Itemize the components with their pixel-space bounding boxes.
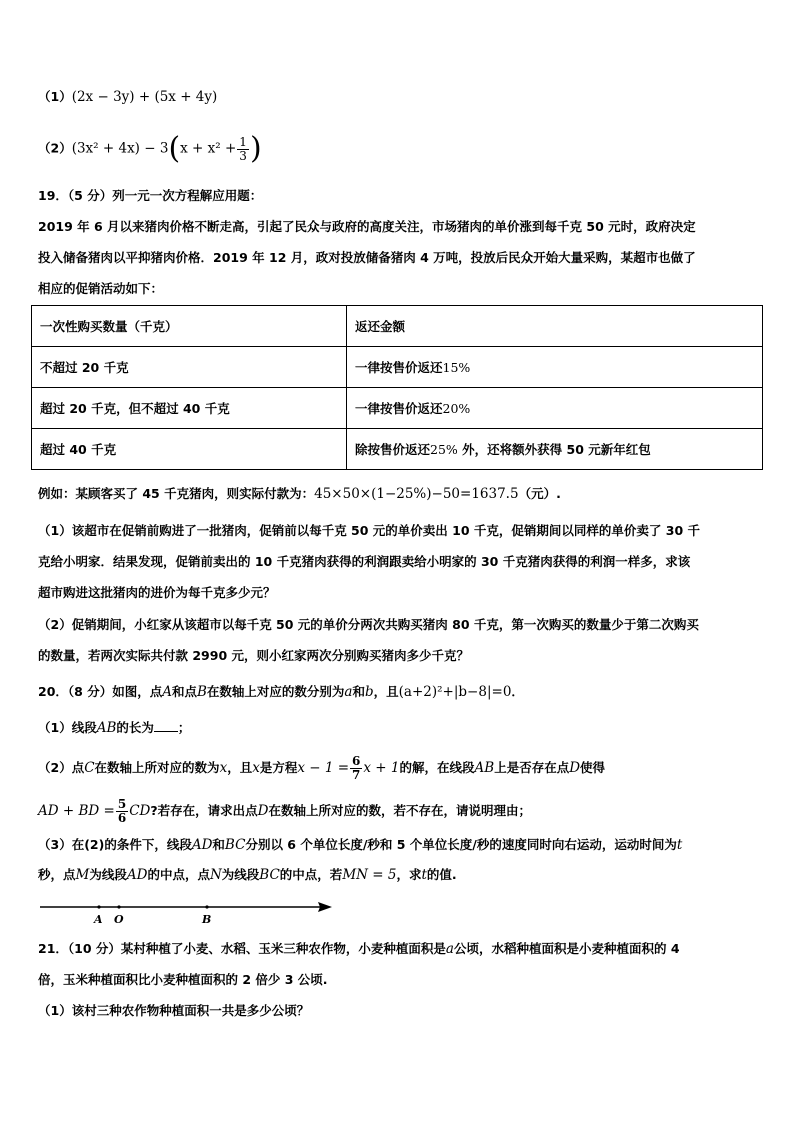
point-b-dot [205,905,208,908]
table-row [32,388,763,429]
point-a-dot [97,905,100,908]
q18-part1-expression: (2x − 3y) + (5x + 4y) [71,89,218,105]
rebate-table [31,305,763,470]
q20-fraction-5-6: $\frac{5}{6}$ [117,797,127,825]
q19-sub1-line1: （1）该超市在促销前购进了一批猪肉，促销前以每千克 50 元的单价卖出 10 千克，促销期间以同样的单价卖了 30 千 [38,523,700,538]
q19-example-expression: 45×50×(1−25%)−50=1637.5 [314,486,519,502]
table-header-cell: 一次性购买数量（千克） [32,306,347,347]
table-row [32,347,763,388]
q20-sub1: （1）线段AB的长为 ； [38,720,191,736]
table-cell: 不超过 20 千克 [32,347,347,388]
axis-label-o: O [114,913,124,926]
q20-sub3-line1: （3）在(2)的条件下，线段AD和BC分别以 6 个单位长度/秒和 5 个单位长度/秒的速度同时向右运动，运动时间为t [38,837,683,853]
q20-condition-expression: (a+2)²+|b−8|=0 [398,684,512,700]
q19-sub1-line3: 超市购进这批猪肉的进价为每千克多少元？ [38,585,276,600]
q21-line2: 倍，玉米种植面积比小麦种植面积的 2 倍少 3 公顷. [38,972,328,987]
axis-label-b: B [202,913,212,926]
table-cell: 除按售价返还25% 外，还将额外获得 50 元新年红包 [347,429,763,470]
table-cell: 超过 40 千克 [32,429,347,470]
q21-sub1: （1）该村三种农作物种植面积一共是多少公顷？ [38,1003,310,1018]
table-header-cell: 返还金额 [347,306,763,347]
q19-paragraph-line3: 相应的促销活动如下： [38,281,164,296]
q19-sub1-line2: 克给小明家．结果发现，促销前卖出的 10 千克猪肉获得的利润跟卖给小明家的 30 千克猪肉获得的利润一样多，求该 [38,554,691,569]
q19-paragraph-line2: 投入储备猪肉以平抑猪肉价格．2019 年 12 月，政对投放储备猪肉 4 万吨，投放后民众开始大量采购，某超市也做了 [38,250,696,265]
q19-paragraph-line1: 2019 年 6 月以来猪肉价格不断走高，引起了民众与政府的高度关注，市场猪肉的单价涨到每千克 50 元时，政府决定 [38,219,696,234]
q18-fraction: $\frac{1}{3}$ [239,134,247,163]
axis-label-a: A [94,913,103,926]
q20-heading: 20．（8 分）如图，点A和点B在数轴上对应的数分别为a和b，且(a+2)²+|b−8|=0． [38,684,524,700]
q19-sub2-line1: （2）促销期间，小红家从该超市以每千克 50 元的单价分两次共购买猪肉 80 千克，第一次购买的数量少于第二次购买 [38,617,699,632]
q19-example: 例如：某顾客买了 45 千克猪肉，则实际付款为：45×50×(1−25%)−50=1637.5（元）. [38,486,561,502]
table-cell: 一律按售价返还15% [347,347,763,388]
table-cell: 一律按售价返还20% [347,388,763,429]
q20-sub2-line1: （2）点C在数轴上所对应的数为x，且x是方程x − 1 = $\frac{6}{7}$ x + 1的解，在线段AB上是否存在点D使得 [38,754,606,782]
arrow-right-icon [318,902,332,912]
answer-blank [154,719,178,732]
q20-sub3-line2: 秒，点M为线段AD的中点，点N为线段BC的中点，若MN = 5，求t的值. [38,867,457,883]
table-cell: 超过 20 千克，但不超过 40 千克 [32,388,347,429]
q20-fraction-6-7: $\frac{6}{7}$ [352,754,361,782]
point-o-dot [117,905,120,908]
q21-line1: 21．（10 分）某村种植了小麦、水稻、玉米三种农作物，小麦种植面积是a公顷，水稻种植面积是小麦种植面积的 4 [38,941,680,957]
q20-sub2-line2: AD + BD = $\frac{5}{6}$ CD?若存在，请求出点D在数轴上所对应的数，若不存在，请说明理由； [38,797,531,825]
number-line-figure [38,898,338,926]
table-row [32,429,763,470]
table-header-row [32,306,763,347]
q19-sub2-line2: 的数量，若两次实际共付款 2990 元，则小红家两次分别购买猪肉多少千克？ [38,648,469,663]
q18-part1: （1）(2x − 3y) + (5x + 4y) [38,89,218,105]
q18-part2: （2）(3x² + 4x) − 3(x + x² + $\frac{1}{3}$ ) [38,131,262,166]
q19-heading: 19．（5 分）列一元一次方程解应用题： [38,188,263,203]
